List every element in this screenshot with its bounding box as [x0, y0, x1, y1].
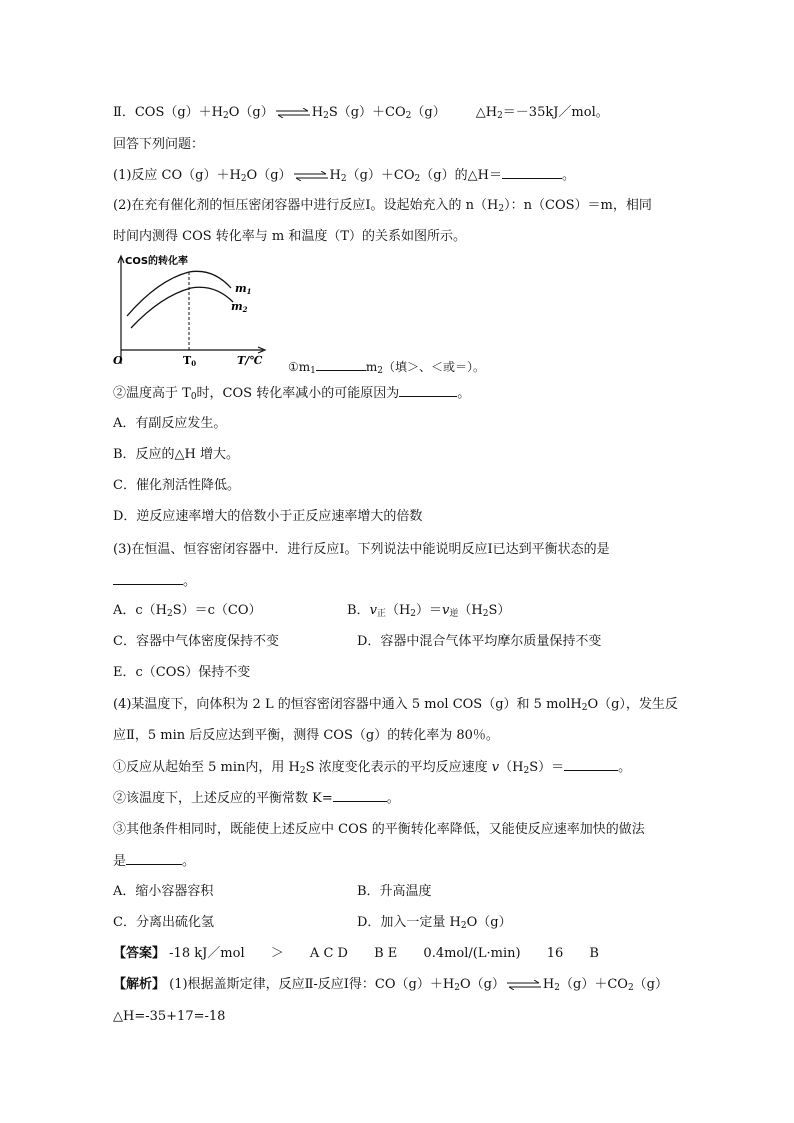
- q3-option-a: A．$c(H_2S)=c(CO)$: [113, 603, 262, 619]
- question-2-sub2: ②温度高于 $T_0$时，COS 转化率减小的可能原因为 。: [113, 386, 471, 402]
- question-4-sub3-line1: ③其他条件相同时，既能使上述反应中 COS 的平衡转化率降低，又能使反应速率加快的做法: [113, 822, 645, 837]
- question-4-line2: 应Ⅱ，5 min 后反应达到平衡，测得 COS（g）的转化率为 80％。: [113, 728, 499, 743]
- x-tick-t0: T0: [183, 354, 197, 368]
- answer-item: -18 kJ／mol: [169, 946, 245, 961]
- analysis-line2: △H=-35+17=-18: [113, 1009, 226, 1024]
- legend-m1: m1: [235, 282, 252, 296]
- question-1: (1)反应 $CO(g)+H_2O(g)$ $H_2(g)+CO_2(g)$的△H＝ 。: [113, 168, 575, 184]
- reaction-2-line: Ⅱ．$COS(g)+H_2O(g)$ $H_2S(g)+CO_2(g)$ $\triangle H_2=-35kJ/mol$。: [113, 105, 609, 121]
- answer-blank[interactable]: [502, 166, 562, 179]
- question-2-line2: 时间内测得 COS 转化率与 m 和温度（T）的关系如图所示。: [113, 229, 467, 244]
- question-4-sub2: ②该温度下，上述反应的平衡常数 K= 。: [113, 791, 400, 806]
- q3-option-c: C．容器中气体密度保持不变: [113, 634, 279, 649]
- series-m2-curve: [131, 287, 233, 328]
- question-2-line1: (2)在充有催化剂的恒压密闭容器中进行反应Ⅰ。设起始充入的 $n(H_2)$：n（COS）＝m，相同: [113, 198, 652, 214]
- q3-option-d: D．容器中混合气体平均摩尔质量保持不变: [357, 634, 602, 649]
- y-axis-label: COS的转化率: [125, 256, 189, 267]
- answer-item: 16: [546, 946, 564, 961]
- answer-item: ＞: [270, 946, 284, 961]
- answer-blank[interactable]: [316, 358, 366, 371]
- equilibrium-arrow-icon: [294, 171, 328, 181]
- question-3-line1: (3)在恒温、恒容密闭容器中．进行反应Ⅰ。下列说法中能说明反应Ⅰ已达到平衡状态的是: [113, 542, 610, 557]
- q2-option-c: C．催化剂活性降低。: [113, 478, 240, 493]
- answer-item: B: [589, 946, 599, 961]
- question-4-sub1: ①反应从起始至 5 min内，用 $H_2S$ 浓度变化表示的平均反应速度 $v(H_2S)=$ 。: [113, 760, 632, 776]
- answer-label: 【答案】: [113, 946, 166, 961]
- question-4-sub3-line2: 是 。: [113, 854, 196, 869]
- answer-blank[interactable]: [564, 758, 618, 771]
- q2-option-d: D．逆反应速率增大的倍数小于正反应速率增大的倍数: [113, 509, 423, 524]
- question-2-sub1: $①m_1$ $m_2$（填＞、＜或＝）。: [288, 360, 486, 376]
- answer-blank[interactable]: [333, 789, 387, 802]
- answer-blank[interactable]: [399, 384, 457, 397]
- equilibrium-arrow-icon: [507, 980, 541, 990]
- answer-blank[interactable]: [126, 852, 182, 865]
- intro-text: 回答下列问题：: [113, 137, 205, 152]
- q3-option-e: E．c（COS）保持不变: [113, 665, 251, 680]
- analysis-label: 【解析】: [113, 977, 166, 992]
- q4-option-a: A．缩小容器容积: [113, 884, 214, 899]
- x-axis-label: T/℃: [237, 354, 263, 367]
- equilibrium-arrow-icon: [276, 108, 310, 118]
- answer-item: 0.4mol/(L·min): [423, 946, 521, 961]
- question-4-line1: (4)某温度下，向体积为 2 L 的恒容密闭容器中通入 5 mol COS（g）和 5 molH$_2$O（g），发生反: [113, 697, 678, 713]
- q4-option-d: D．加入一定量 $H_2O(g)$: [357, 915, 512, 931]
- answer-item: A C D: [309, 946, 348, 961]
- chart-svg: [113, 252, 273, 370]
- answer-line: [113, 945, 621, 963]
- legend-m2: m2: [231, 300, 248, 314]
- analysis-line1: 【解析】 (1)根据盖斯定律，反应Ⅱ-反应Ⅰ得：$CO(g)+H_2O(g)$ $H_2(g)+CO_2(g)$: [113, 977, 668, 993]
- answer-blank[interactable]: [113, 572, 183, 585]
- cos-conversion-chart: [113, 252, 273, 370]
- question-3-line2: 。: [113, 572, 196, 591]
- q2-option-b: B．反应的△H 增大。: [113, 447, 240, 462]
- q4-option-b: B．升高温度: [357, 884, 432, 899]
- origin-label: O: [113, 354, 123, 367]
- q2-option-a: A．有副反应发生。: [113, 416, 227, 431]
- series-m1-curve: [127, 271, 231, 316]
- answer-item: B E: [374, 946, 398, 961]
- q4-option-c: C．分离出硫化氢: [113, 915, 214, 930]
- q3-option-b: B．$v_正(H_2)=v_逆(H_2S)$: [347, 603, 511, 619]
